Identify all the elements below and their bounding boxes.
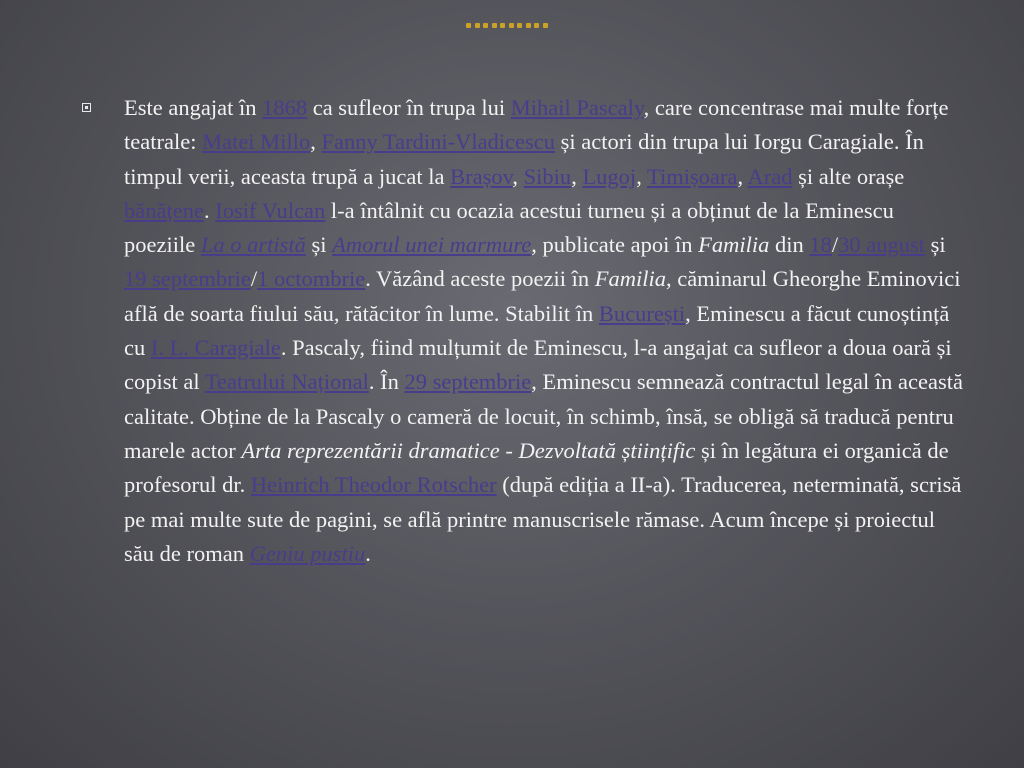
italic-title: Familia [698, 232, 770, 258]
paragraph-text: , [310, 129, 322, 155]
paragraph-text: din [769, 232, 810, 258]
paragraph-text: (după ediția a II-a). Traducerea, neterminată, scrisă pe mai multe sute de pagini, se află printre manuscrisele rămase. Acum începe și proiectul său de roman [124, 472, 962, 566]
paragraph-link[interactable]: Iosif Vulcan [215, 197, 326, 223]
title-dot [492, 23, 497, 28]
paragraph-link[interactable]: Brașov [450, 163, 513, 189]
paragraph-text: / [250, 266, 258, 292]
paragraph-link[interactable]: I. L. Caragiale [150, 335, 281, 361]
square-bullet-icon [82, 103, 91, 112]
italic-title: Familia [594, 266, 666, 292]
title-dot [500, 23, 505, 28]
paragraph-link[interactable]: 19 septembrie [124, 266, 251, 292]
paragraph-text: și alte orașe [792, 163, 905, 189]
paragraph-link[interactable]: La o artistă [200, 232, 306, 258]
paragraph-text: , [571, 163, 583, 189]
paragraph-link[interactable]: 1868 [262, 95, 308, 120]
paragraph-text: . [203, 197, 216, 223]
paragraph-link[interactable]: Sibiu [523, 163, 572, 189]
paragraph-text: , Eminescu semnează contractul legal în această calitate. Obține de la Pascaly o cameră de locuit, în schimb, însă, se obligă să traducă pentru marele actor [124, 369, 963, 463]
paragraph-link[interactable]: 1 octombrie [257, 266, 366, 292]
paragraph-text: , [737, 163, 748, 189]
paragraph-link[interactable]: Heinrich Theodor Rotscher [250, 472, 497, 498]
paragraph-link[interactable]: Geniu pustiu [249, 540, 366, 566]
paragraph-link[interactable]: Matei Millo [202, 129, 311, 155]
title-dot [466, 23, 471, 28]
paragraph-text: . Văzând aceste poezii în [365, 266, 595, 292]
paragraph-text: . În [368, 369, 405, 395]
title-dot [475, 23, 480, 28]
paragraph-link[interactable]: 29 septembrie [404, 369, 532, 395]
paragraph-text: , publicate apoi în [531, 232, 699, 258]
paragraph-text: Este angajat în [124, 95, 263, 120]
paragraph-link[interactable]: Mihail Pascaly [510, 95, 644, 120]
paragraph-link[interactable]: 30 august [838, 232, 926, 258]
paragraph-link[interactable]: Amorul unei marmure [332, 232, 532, 258]
paragraph-link[interactable]: Lugoj [582, 163, 637, 189]
paragraph-text: l-a întâlnit cu ocazia acestui turneu și a obținut de la Eminescu poeziile [124, 197, 894, 258]
paragraph-link[interactable]: București [598, 300, 686, 326]
title-dot [483, 23, 488, 28]
italic-title: Arta reprezentării dramatice - Dezvoltată științific [241, 437, 696, 463]
paragraph-link[interactable]: 18 [809, 232, 832, 258]
paragraph-text: și în legătura ei organică de profesorul dr. [124, 437, 949, 498]
paragraph-text: , [512, 163, 524, 189]
paragraph-text: și [925, 232, 946, 258]
bullet-paragraph [124, 91, 970, 571]
title-dot [534, 23, 539, 28]
paragraph-text: , Eminescu a făcut cunoștință cu [124, 300, 950, 361]
paragraph-text: . Pascaly, fiind mulțumit de Eminescu, l-a angajat ca sufleor a doua oară și copist al [124, 335, 952, 395]
paragraph-text: ca sufleor în trupa lui [307, 95, 511, 120]
title-mark [466, 14, 548, 28]
paragraph-link[interactable]: Teatrului Național [204, 369, 369, 395]
paragraph-text: . [365, 540, 371, 566]
paragraph-link[interactable]: Arad [747, 163, 793, 189]
paragraph-link[interactable]: Fanny Tardini-Vladicescu [321, 129, 556, 155]
paragraph-text: / [831, 232, 839, 258]
title-dot [509, 23, 514, 28]
paragraph-text: , [636, 163, 648, 189]
title-dot [526, 23, 531, 28]
paragraph-link[interactable]: Timișoara [647, 163, 738, 189]
paragraph-text: și [305, 232, 333, 258]
paragraph-text: și actori din trupa lui Iorgu Caragiale. În timpul verii, aceasta trupă a jucat la [124, 129, 924, 189]
title-dot [517, 23, 522, 28]
paragraph-link[interactable]: bănățene [124, 197, 204, 223]
title-dot [543, 23, 548, 28]
paragraph-text: , căminarul Gheorghe Eminovici află de soarta fiului său, rătăcitor în lume. Stabilit în [124, 266, 961, 326]
paragraph-text: , care concentrase mai multe forțe teatrale: [124, 95, 949, 155]
